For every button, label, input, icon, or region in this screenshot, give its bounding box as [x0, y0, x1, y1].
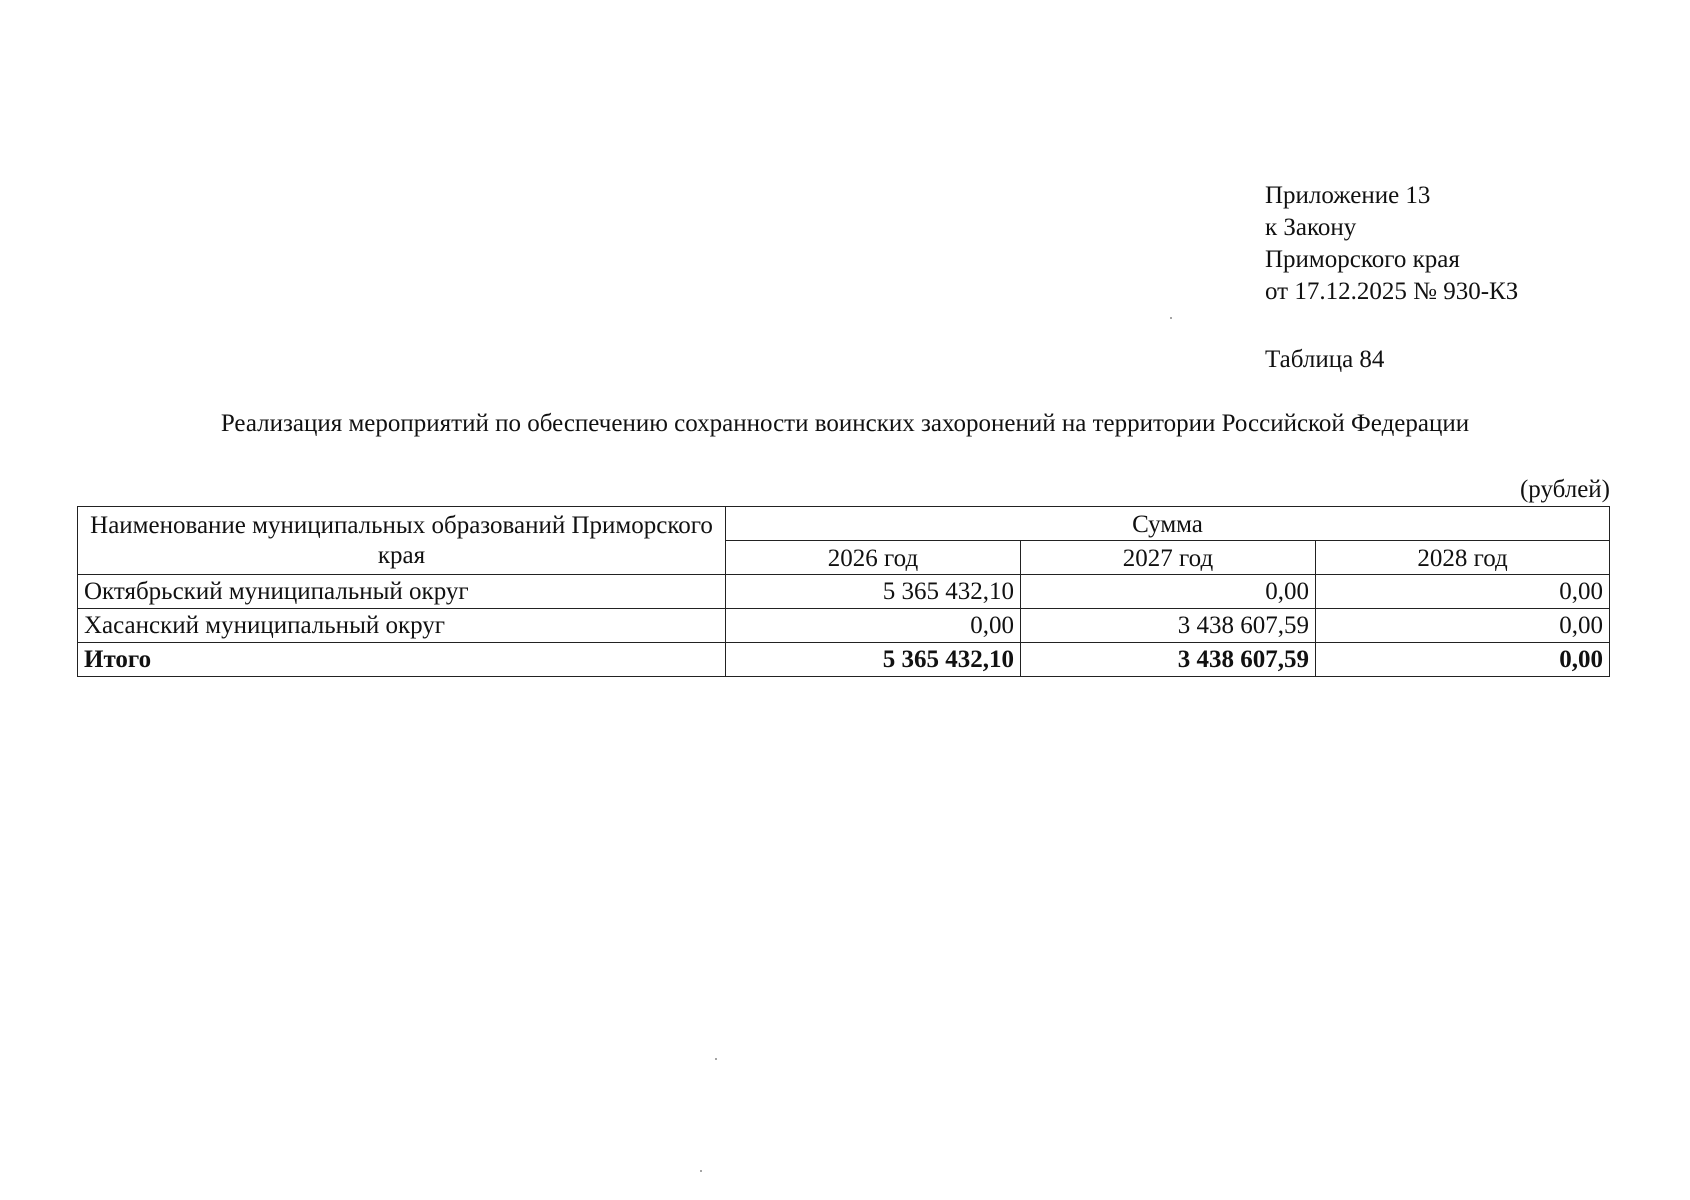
units-label: (рублей) [1519, 476, 1610, 503]
total-value-2027: 3 438 607,59 [1021, 643, 1316, 677]
total-row [78, 643, 1610, 677]
appendix-line-4: от 17.12.2025 № 930-КЗ [1265, 278, 1519, 305]
document-title: Реализация мероприятий по обеспечению сохранности воинских захоронений на территории Российской Федерации [220, 410, 1470, 437]
table-header-row [78, 507, 1610, 541]
table-row [78, 609, 1610, 643]
header-sum: Сумма [726, 507, 1610, 541]
scan-speck [715, 1058, 717, 1060]
appendix-line-2: к Закону [1265, 214, 1357, 241]
header-year-2028: 2028 год [1316, 541, 1610, 575]
total-value-2028: 0,00 [1316, 643, 1610, 677]
row-value-2028: 0,00 [1316, 609, 1610, 643]
row-value-2028: 0,00 [1316, 575, 1610, 609]
appendix-line-1: Приложение 13 [1265, 182, 1431, 209]
header-municipality: Наименование муниципальных образований Приморского края [78, 507, 726, 575]
row-municipality-name: Октябрьский муниципальный округ [78, 575, 726, 609]
header-year-2027: 2027 год [1021, 541, 1316, 575]
row-municipality-name: Хасанский муниципальный округ [78, 609, 726, 643]
appendix-line-3: Приморского края [1265, 246, 1460, 273]
scan-speck [1170, 317, 1172, 319]
row-value-2026: 0,00 [726, 609, 1021, 643]
funding-table [77, 506, 1610, 677]
row-value-2027: 0,00 [1021, 575, 1316, 609]
table-row [78, 575, 1610, 609]
total-label: Итого [78, 643, 726, 677]
row-value-2027: 3 438 607,59 [1021, 609, 1316, 643]
header-year-2026: 2026 год [726, 541, 1021, 575]
table-number: Таблица 84 [1265, 346, 1385, 373]
row-value-2026: 5 365 432,10 [726, 575, 1021, 609]
scan-speck [700, 1170, 702, 1172]
total-value-2026: 5 365 432,10 [726, 643, 1021, 677]
appendix-block [1265, 180, 1518, 308]
